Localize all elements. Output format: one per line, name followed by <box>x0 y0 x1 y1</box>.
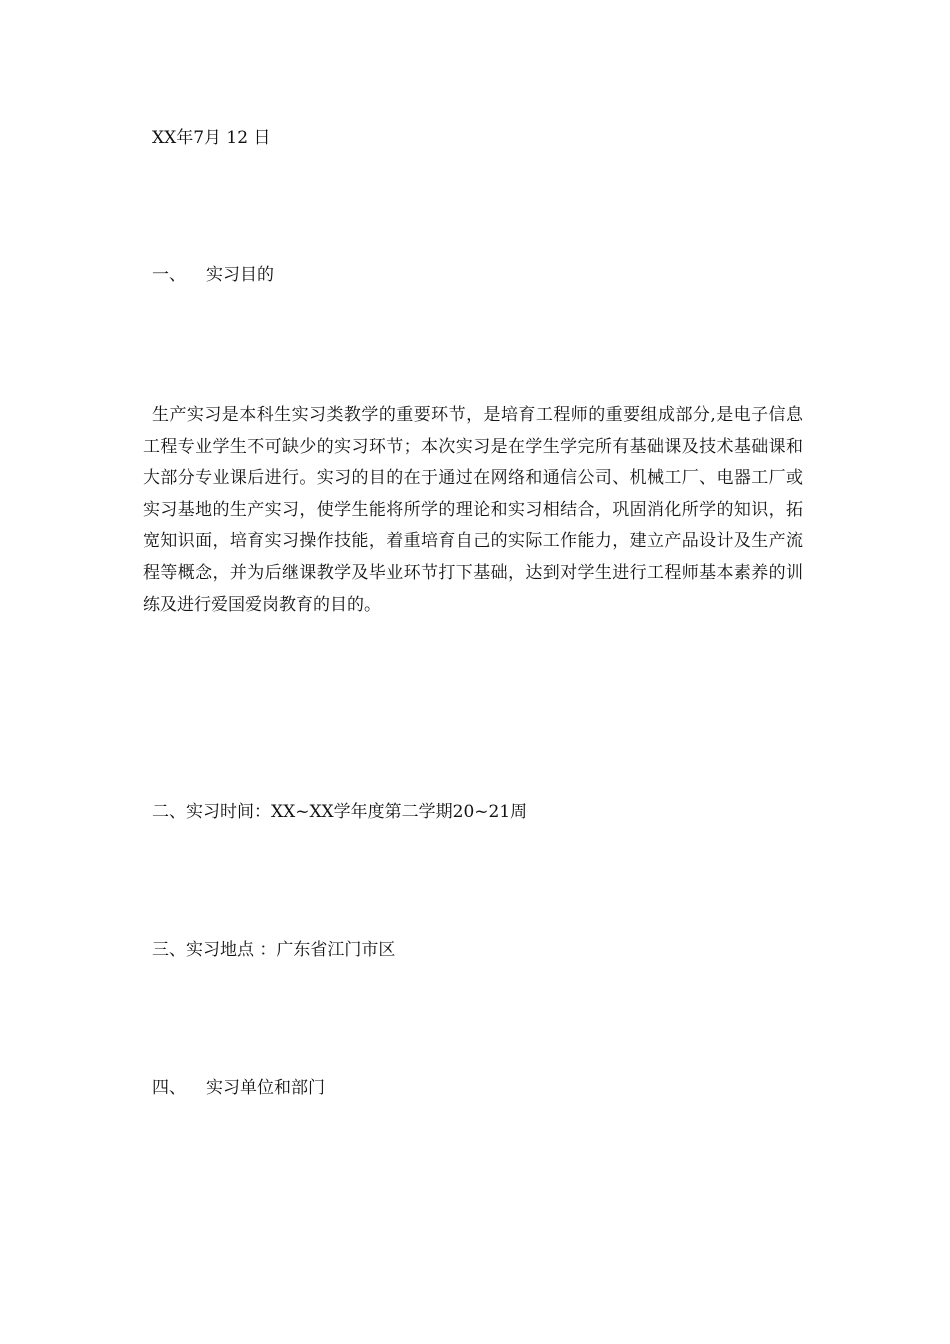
section-heading-purpose <box>152 263 274 287</box>
section-number: 一、 <box>152 265 186 285</box>
report-date: XX年7月 12 日 <box>152 128 271 148</box>
section-title: 实习目的 <box>206 265 274 285</box>
purpose-paragraph: 生产实习是本科生实习类教学的重要环节，是培育工程师的重要组成部分,是电子信息工程专业学生不可缺少的实习环节；本次实习是在学生学完所有基础课及技术基础课和大部分专业课后进行。实习的目的在于通过在网络和通信公司、机械工厂、电器工厂或实习基地的生产实习，使学生能将所学的理论和实习相结合，巩固消化所学的知识，拓宽知识面，培育实习操作技能，着重培育自己的实际工作能力，建立产品设计及生产流程等概念，并为后继课教学及毕业环节打下基础，达到对学生进行工程师基本素养的训练及进行爱国爱岗教育的目的。 <box>143 405 803 615</box>
section-heading-location: 三、实习地点 ：广东省江门市区 <box>152 940 396 960</box>
section-heading-unit <box>152 1076 325 1100</box>
section-title: 实习单位和部门 <box>206 1078 325 1098</box>
section-number: 四、 <box>152 1078 186 1098</box>
section-heading-time: 二、实习时间：XX~XX学年度第二学期20~21周 <box>152 802 528 822</box>
